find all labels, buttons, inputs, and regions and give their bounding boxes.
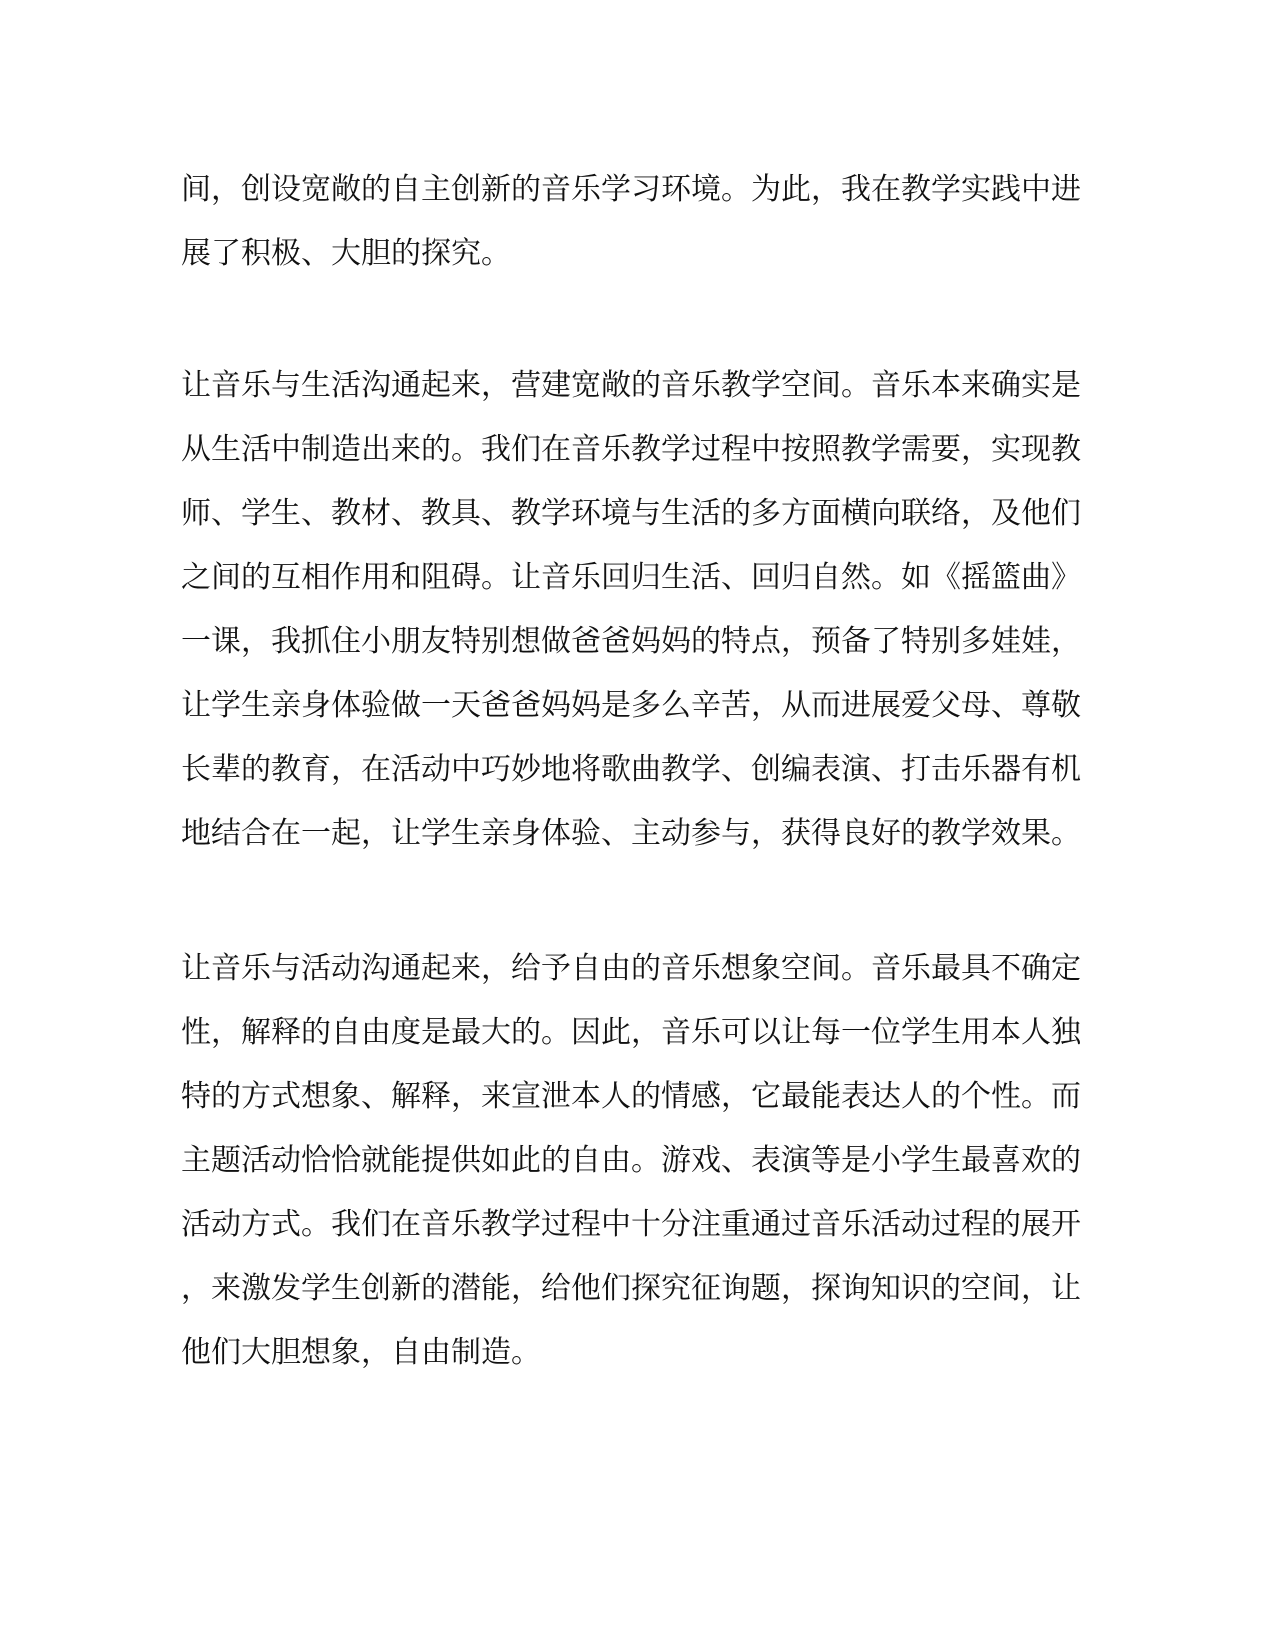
paragraph	[181, 158, 1081, 286]
text-line: 让学生亲身体验做一天爸爸妈妈是多么辛苦，从而进展爱父母、尊敬	[181, 688, 1081, 723]
text-line: 让音乐与活动沟通起来，给予自由的音乐想象空间。音乐最具不确定	[181, 951, 1081, 986]
text-line: 展了积极、大胆的探究。	[181, 236, 511, 271]
text-line: ，来激发学生创新的潜能，给他们探究征询题，探询知识的空间，让	[181, 1271, 1081, 1306]
text-line: 从生活中制造出来的。我们在音乐教学过程中按照教学需要，实现教	[181, 432, 1081, 467]
text-line: 性，解释的自由度是最大的。因此，音乐可以让每一位学生用本人独	[181, 1015, 1081, 1050]
text-line: 之间的互相作用和阻碍。让音乐回归生活、回归自然。如《摇篮曲》	[181, 560, 1081, 595]
text-line: 地结合在一起，让学生亲身体验、主动参与，获得良好的教学效果。	[181, 816, 1081, 851]
text-line: 师、学生、教材、教具、教学环境与生活的多方面横向联络，及他们	[181, 496, 1081, 531]
text-line: 一课，我抓住小朋友特别想做爸爸妈妈的特点，预备了特别多娃娃，	[181, 624, 1081, 659]
text-line: 主题活动恰恰就能提供如此的自由。游戏、表演等是小学生最喜欢的	[181, 1143, 1081, 1178]
text-line: 间，创设宽敞的自主创新的音乐学习环境。为此，我在教学实践中进	[181, 172, 1081, 207]
text-line: 他们大胆想象，自由制造。	[181, 1335, 541, 1370]
paragraph	[181, 937, 1081, 1385]
text-line: 活动方式。我们在音乐教学过程中十分注重通过音乐活动过程的展开	[181, 1207, 1081, 1242]
text-line: 让音乐与生活沟通起来，营建宽敞的音乐教学空间。音乐本来确实是	[181, 368, 1081, 403]
text-line: 长辈的教育，在活动中巧妙地将歌曲教学、创编表演、打击乐器有机	[181, 752, 1081, 787]
paragraph	[181, 354, 1081, 866]
text-line: 特的方式想象、解释，来宣泄本人的情感，它最能表达人的个性。而	[181, 1079, 1081, 1114]
